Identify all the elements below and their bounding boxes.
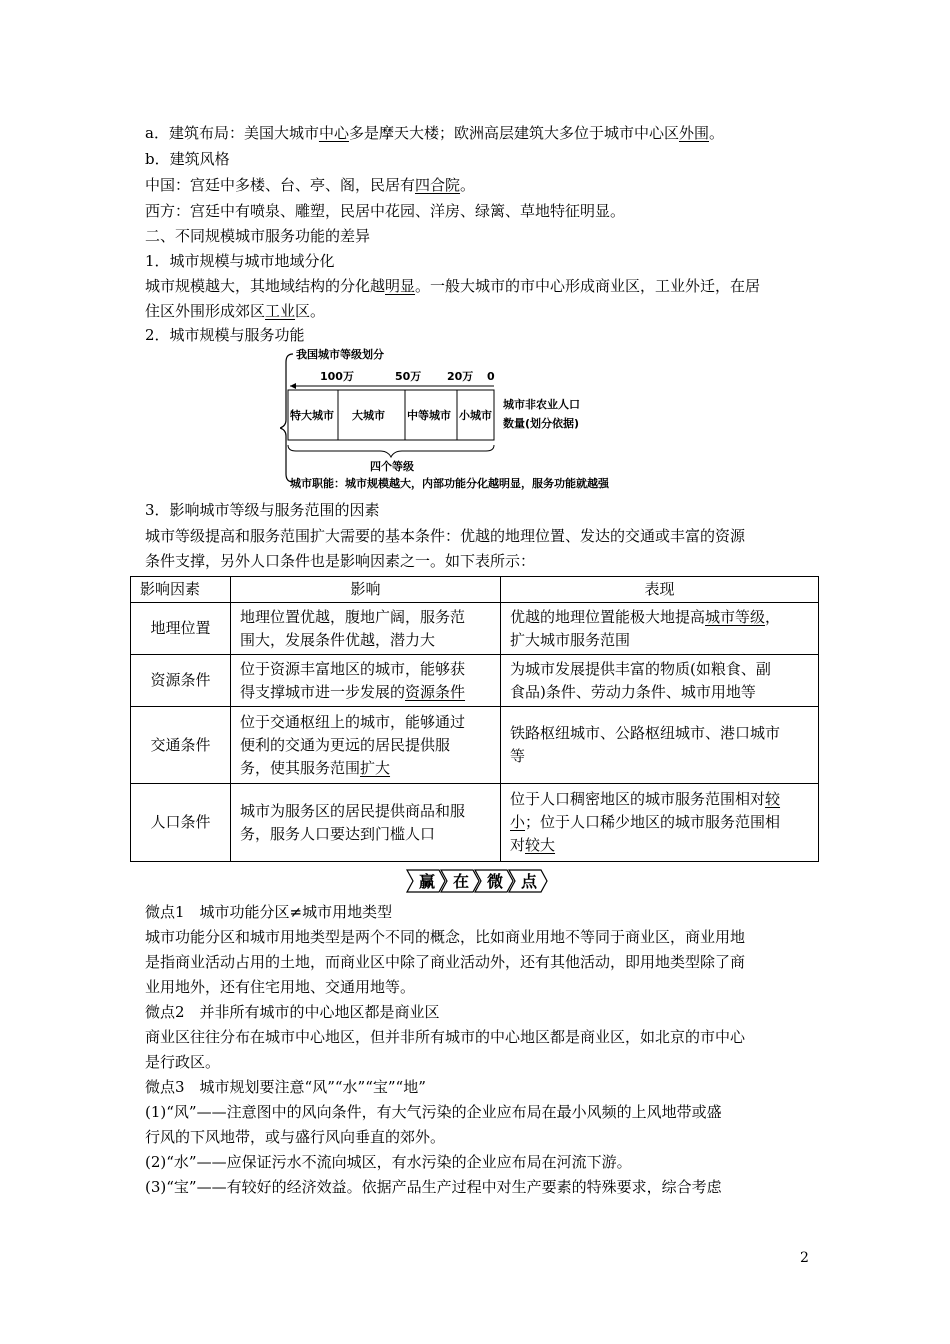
west-style-line: 西方：宫廷中有喷泉、雕塑，民居中花园、洋房、绿篱、草地特征明显。	[145, 202, 626, 220]
layout-line-a	[145, 121, 724, 145]
impact-cell: 地理位置优越，腹地广阔，服务范 围大，发展条件优越，潜力大	[231, 603, 501, 655]
col-header-impact: 影响	[231, 577, 501, 603]
text: 。	[460, 176, 476, 194]
table-header-row	[131, 577, 819, 603]
text: 中国：宫廷中多楼、台、亭、阁，民居有	[145, 176, 416, 194]
basis-line-1: 城市非农业人口	[503, 398, 580, 411]
function-label: 城市职能：城市规模越大，内部功能分化越明显，服务功能就越强	[290, 477, 609, 490]
section-heading-2: 二、不同规模城市服务功能的差异	[145, 227, 371, 245]
answer-blank: 明显	[385, 277, 416, 295]
china-style-line	[145, 173, 475, 197]
impact-cell: 城市为服务区的居民提供商品和服 务，服务人口要达到门槛人口	[231, 784, 501, 862]
micro-1-title: 微点1 城市功能分区≠城市用地类型	[145, 903, 393, 921]
text: a．建筑布局：美国大城市	[145, 124, 319, 142]
paragraph-1b	[145, 299, 325, 323]
micro-3-item: (1)“风”——注意图中的风向条件，有大气污染的企业应布局在最小风频的上风地带或盛	[145, 1103, 722, 1121]
text: 。一般大城市的市中心形成商业区，工业外迁，在居	[415, 277, 761, 295]
city-grade-diagram	[280, 346, 690, 492]
paragraph-3b: 条件支撑，另外人口条件也是影响因素之一。如下表所示：	[145, 552, 536, 570]
levels-label: 四个等级	[370, 460, 414, 473]
text: 多是摩天大楼；欧洲高层建筑大多位于城市中心区	[348, 124, 679, 142]
text: 住区外围形成郊区	[145, 302, 266, 320]
text: 。	[709, 124, 725, 142]
bottom-brace	[288, 445, 494, 457]
answer-blank: 外围	[678, 124, 709, 142]
subheading-3: 3．影响城市等级与服务范围的因素	[145, 501, 380, 519]
micro-3-item: 行风的下风地带，或与盛行风向垂直的郊外。	[145, 1128, 446, 1146]
show-cell: 为城市发展提供丰富的物质(如粮食、副 食品)条件、劳动力条件、城市用地等	[501, 655, 819, 707]
answer-blank: 工业	[265, 302, 296, 320]
tick-0: 0	[487, 370, 495, 383]
col-header-factor: 影响因素	[131, 577, 231, 603]
banner-char: 点	[521, 872, 538, 891]
tick-50: 50万	[395, 370, 422, 383]
micro-1-text: 业用地外，还有住宅用地、交通用地等。	[145, 978, 416, 996]
banner-char: 赢	[419, 872, 436, 891]
answer-blank: 中心	[318, 124, 349, 142]
impact-cell: 位于资源丰富地区的城市，能够获 得支撑城市进一步发展的资源条件	[231, 655, 501, 707]
micro-2-title: 微点2 并非所有城市的中心地区都是商业区	[145, 1003, 440, 1021]
subheading-2: 2．城市规模与服务功能	[145, 326, 305, 344]
cat-medium-city: 中等城市	[407, 409, 451, 422]
table-row	[131, 707, 819, 784]
text: 区。	[295, 302, 326, 320]
answer-blank: 四合院	[415, 176, 461, 194]
factors-table	[130, 576, 819, 862]
col-header-show: 表现	[501, 577, 819, 603]
micro-3-item: (2)“水”——应保证污水不流向城区，有水污染的企业应布局在河流下游。	[145, 1153, 632, 1171]
micro-2-text: 是行政区。	[145, 1053, 221, 1071]
table-row	[131, 784, 819, 862]
show-cell: 优越的地理位置能极大地提高城市等级， 扩大城市服务范围	[501, 603, 819, 655]
micro-1-text: 是指商业活动占用的土地，而商业区中除了商业活动外，还有其他活动，即用地类型除了商	[145, 953, 746, 971]
factor-cell: 人口条件	[131, 784, 231, 862]
diagram-title: 我国城市等级划分	[296, 348, 384, 361]
page-number: 2	[800, 1250, 809, 1266]
section-banner	[405, 867, 550, 895]
banner-char: 在	[453, 872, 470, 891]
paragraph-3a: 城市等级提高和服务范围扩大需要的基本条件：优越的地理位置、发达的交通或丰富的资源	[145, 527, 746, 545]
basis-line-2: 数量(划分依据)	[503, 417, 580, 430]
micro-1-text: 城市功能分区和城市用地类型是两个不同的概念，比如商业用地不等同于商业区，商业用地	[145, 928, 746, 946]
micro-3-item: (3)“宝”——有较好的经济效益。依据产品生产过程中对生产要素的特殊要求，综合考虑	[145, 1178, 722, 1196]
text: 城市规模越大，其地域结构的分化越	[145, 277, 386, 295]
banner-char: 微	[487, 872, 504, 891]
paragraph-1a	[145, 274, 760, 298]
show-cell: 铁路枢纽城市、公路枢纽城市、港口城市 等	[501, 707, 819, 784]
style-heading: b．建筑风格	[145, 150, 230, 168]
tick-100: 100万	[320, 370, 354, 383]
cat-megacity: 特大城市	[290, 409, 334, 422]
cat-small-city: 小城市	[459, 409, 492, 422]
impact-cell: 位于交通枢纽上的城市，能够通过 便利的交通为更远的居民提供服 务，使其服务范围扩大	[231, 707, 501, 784]
table-row	[131, 655, 819, 707]
tick-20: 20万	[447, 370, 474, 383]
factor-cell: 交通条件	[131, 707, 231, 784]
micro-3-title: 微点3 城市规划要注意“风”“水”“宝”“地”	[145, 1078, 426, 1096]
cat-large-city: 大城市	[352, 409, 385, 422]
arrow-left-icon	[290, 383, 296, 389]
subheading-1: 1．城市规模与城市地域分化	[145, 252, 335, 270]
table-row	[131, 603, 819, 655]
show-cell: 位于人口稠密地区的城市服务范围相对较 小；位于人口稀少地区的城市服务范围相 对较大	[501, 784, 819, 862]
factor-cell: 资源条件	[131, 655, 231, 707]
micro-2-text: 商业区往往分布在城市中心地区，但并非所有城市的中心地区都是商业区，如北京的市中心	[145, 1028, 746, 1046]
factor-cell: 地理位置	[131, 603, 231, 655]
